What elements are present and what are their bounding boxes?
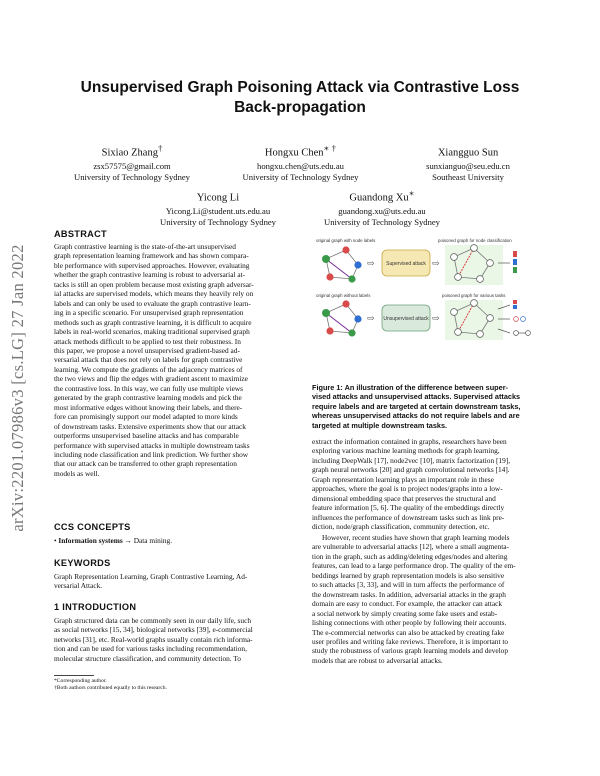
author-name: Sixiao Zhang xyxy=(101,147,158,159)
ccs-concepts xyxy=(54,536,300,545)
svg-text:⇨: ⇨ xyxy=(367,258,375,268)
abstract-line: Graph contrastive learning is the state-of-the-art unsupervised xyxy=(54,242,236,251)
ccs-bold: Information systems xyxy=(58,536,123,545)
body-line: features, can lead to a large performance drop. The quality of the em- xyxy=(312,561,516,571)
author-name: Guandong Xu xyxy=(349,192,409,204)
title-line-1: Unsupervised Graph Poisoning Attack via Contrastive Loss xyxy=(80,79,520,96)
figure-label: original graph with node labels xyxy=(316,238,376,243)
poisoned-graph-various-tasks xyxy=(445,300,530,340)
title-line-2: Back-propagation xyxy=(234,99,366,116)
author-name: Yicong Li xyxy=(196,192,240,204)
abstract-line: ial attacks are supervised models, which means they heavily rely on xyxy=(54,289,254,299)
footnote: *Corresponding author. xyxy=(54,678,107,684)
figure-label: poisoned graph for node classification xyxy=(438,238,512,243)
abstract-line: that our attack can be transferred to other graph representation xyxy=(54,459,237,469)
intro-line: networks [31], etc. Real-world graphs usually contain rich informa- xyxy=(54,634,253,644)
abstract-line: the two views and flip the edges with gradient ascent to maximize xyxy=(54,374,248,384)
body-line: study the robustness of various graph learning models and develop xyxy=(312,646,508,656)
author-name: Hongxu Chen xyxy=(264,147,324,159)
body-line: tion in the graph, such as adding/deleting edges/nodes and altering xyxy=(312,551,508,561)
abstract-line: generated by the graph contrastive learning models and pick the xyxy=(54,393,242,403)
abstract-line: tacks is still an open problem because most existing graph adversar- xyxy=(54,279,254,289)
body-line: including DeepWalk [17], node2vec [10], matrix factorization [19], xyxy=(312,455,511,465)
abstract-line: graph representation learning framework and has shown compara- xyxy=(54,251,249,261)
arxiv-identifier[interactable]: arXiv:2201.07986v3 [cs.LG] 27 Jan 2022 xyxy=(8,243,27,532)
body-line: to such attacks [3, 33], and will in turn affects the performance of xyxy=(312,580,505,590)
abstract-line: versarial attack that does not rely on labels for graph contrastive xyxy=(54,355,243,365)
body-line: The e-commercial networks can also be attacked by creating fake xyxy=(312,627,505,637)
abstract-line: ing in a specific scenario. For unsupervised graph representation xyxy=(54,308,244,318)
body-line: beddings learned by graph representation models is also sensitive xyxy=(312,570,505,580)
poisoned-graph-node-classification xyxy=(445,245,517,285)
abstract-line: ble performance with supervised approaches. However, evaluating xyxy=(54,260,250,270)
body-line: exploring various machine learning methods for graph learning, xyxy=(312,446,500,456)
body-line: extract the information contained in graphs, researchers have been xyxy=(312,437,507,446)
original-unlabeled-graph xyxy=(322,300,362,336)
ccs-heading: CCS CONCEPTS xyxy=(54,522,131,532)
body-line: However, recent studies have shown that graph learning models xyxy=(322,533,510,542)
abstract-line: most informative edges without knowing their labels, and there- xyxy=(54,402,243,412)
svg-text:⇨: ⇨ xyxy=(432,313,440,323)
abstract-heading: ABSTRACT xyxy=(54,229,107,239)
author-name: Xiangguo Sun xyxy=(437,147,499,159)
author-email[interactable]: sunxianguo@seu.edu.cn xyxy=(426,160,510,171)
author-affiliation: University of Technology Sydney xyxy=(74,171,190,182)
author-affiliation: University of Technology Sydney xyxy=(242,171,359,182)
keywords-line: Graph Representation Learning, Graph Contrastive Learning, Ad- xyxy=(54,572,248,581)
figure-label: original graph without labels xyxy=(316,293,371,298)
paper-title xyxy=(60,78,540,118)
body-line: domain are easy to conduct. For example, the attacker can attack xyxy=(312,599,503,609)
author-mark: ∗ xyxy=(408,188,415,198)
body-line: graph neural networks [20] and graph convolutional networks [14]. xyxy=(312,465,510,475)
author-block xyxy=(148,186,288,228)
arxiv-sidebar xyxy=(6,205,30,570)
abstract-line: labels and can only be used to evaluate the graph contrastive learn- xyxy=(54,298,251,308)
figure-illustration xyxy=(312,233,549,353)
intro-text xyxy=(54,616,300,663)
ccs-item: Data mining. xyxy=(133,536,173,545)
ccs-arrow: → xyxy=(122,536,134,545)
author-block xyxy=(312,186,452,228)
intro-continued-paragraph xyxy=(312,437,549,532)
ccs-bullet: • xyxy=(54,536,59,545)
svg-text:⇨: ⇨ xyxy=(367,313,375,323)
caption-line: targeted at multiple downstream tasks. xyxy=(312,420,448,430)
caption-line: whereas unsupervised attacks do not require labels and are xyxy=(312,411,520,421)
intro-heading: 1 INTRODUCTION xyxy=(54,602,137,612)
footnote-rule xyxy=(54,675,94,676)
body-line: models that are robust to adversarial attacks. xyxy=(312,655,443,665)
abstract-line: attack methods difficult to be applied to test their robustness. In xyxy=(54,336,241,346)
abstract-line: of downstream tasks. Extensive experiments show that our attack xyxy=(54,421,246,431)
footnotes xyxy=(54,678,300,692)
figure-1 xyxy=(312,233,549,353)
body-line: user profiles and writing fake reviews. Therefore, it is important to xyxy=(312,636,509,646)
keywords-heading: KEYWORDS xyxy=(54,558,111,568)
svg-text:⇨: ⇨ xyxy=(432,258,440,268)
author-mark: ∗ † xyxy=(323,143,337,153)
body-line: approaches, where the goal is to project nodes/graphs into a low- xyxy=(312,484,503,494)
body-line: a social network by simply creating some fake users and estab- xyxy=(312,608,498,618)
adversarial-paragraph xyxy=(312,533,549,665)
keywords-text xyxy=(54,572,300,591)
body-line: the downstream tasks. In addition, adversarial attacks in the graph xyxy=(312,589,506,599)
keywords-line: versarial Attack. xyxy=(54,581,103,591)
abstract-line: this paper, we propose a novel unsupervised gradient-based ad- xyxy=(54,345,240,355)
figure-caption xyxy=(312,383,549,430)
author-affiliation: University of Technology Sydney xyxy=(324,216,440,227)
body-line: feature information [5, 6]. The quality of the embeddings directly xyxy=(312,503,505,513)
intro-line: tion and can be used for various tasks including recommendation, xyxy=(54,644,247,654)
intro-line: molecular structure classification, and community detection. To xyxy=(54,653,241,663)
author-email[interactable]: hongxu.chen@uts.edu.au xyxy=(257,160,344,171)
intro-line: as social networks [15, 34], biological networks [39], e-commercial xyxy=(54,625,253,635)
body-line: are vulnerable to adversarial attacks [12], where a small augmenta- xyxy=(312,542,509,552)
abstract-line: the contrastive loss. In this way, we can fully use multiple views xyxy=(54,383,243,393)
footnote: †Both authors contributed equally to this research. xyxy=(54,685,167,691)
abstract-line: models as well. xyxy=(54,468,100,478)
author-email[interactable]: zsx57575@gmail.com xyxy=(93,160,171,171)
abstract-line: outperforms unsupervised baseline attacks and has comparable xyxy=(54,431,239,441)
abstract-line: fore can promisingly support our model adapted to more kinds xyxy=(54,412,238,422)
body-line: lishing connections with other people by following their accounts. xyxy=(312,618,507,628)
caption-line: require labels and are targeted at certain downstream tasks, xyxy=(312,401,521,411)
author-mark: † xyxy=(157,143,163,153)
figure-label: poisoned graph for various tasks xyxy=(442,293,506,298)
abstract-line: performance with supervised attacks in multiple downstream tasks xyxy=(54,440,250,450)
original-labeled-graph xyxy=(322,246,362,282)
author-email[interactable]: guandong.xu@uts.edu.au xyxy=(338,205,426,216)
author-block xyxy=(398,141,538,183)
intro-line: Graph structured data can be commonly seen in our daily life, such xyxy=(54,616,251,625)
unsupervised-attack-label: Unsupervised attack xyxy=(383,316,429,322)
body-line: Graph representation learning plays an important role in these xyxy=(312,474,494,484)
abstract-text xyxy=(54,242,300,478)
supervised-attack-label: Supervised attack xyxy=(386,261,426,267)
author-affiliation: University of Technology Sydney xyxy=(160,216,276,227)
caption-line: Figure 1: An illustration of the difference between super- xyxy=(312,383,508,392)
caption-line: vised attacks and unsupervised attacks. Supervised attacks xyxy=(312,392,521,402)
body-line: influences the performance of downstream tasks such as link pre- xyxy=(312,512,505,522)
author-email[interactable]: Yicong.Li@student.uts.edu.au xyxy=(165,205,271,216)
author-block xyxy=(228,141,373,183)
body-line: diction, node/graph classification, community detection, etc. xyxy=(312,522,490,532)
author-affiliation: Southeast University xyxy=(432,171,504,182)
abstract-line: whether the graph contrastive learning is robust to adversarial at- xyxy=(54,270,246,280)
body-line: dimensional embedding space that preserves the structural and xyxy=(312,493,496,503)
abstract-line: labels in real-world scenarios, making traditional supervised graph xyxy=(54,327,250,337)
abstract-line: methods such as graph contrastive learning, it is difficult to acquire xyxy=(54,317,252,327)
author-block xyxy=(62,141,202,183)
abstract-line: including node classification and link prediction. We further show xyxy=(54,449,249,459)
abstract-line: learning. We compute the gradients of the adjacency matrices of xyxy=(54,364,243,374)
